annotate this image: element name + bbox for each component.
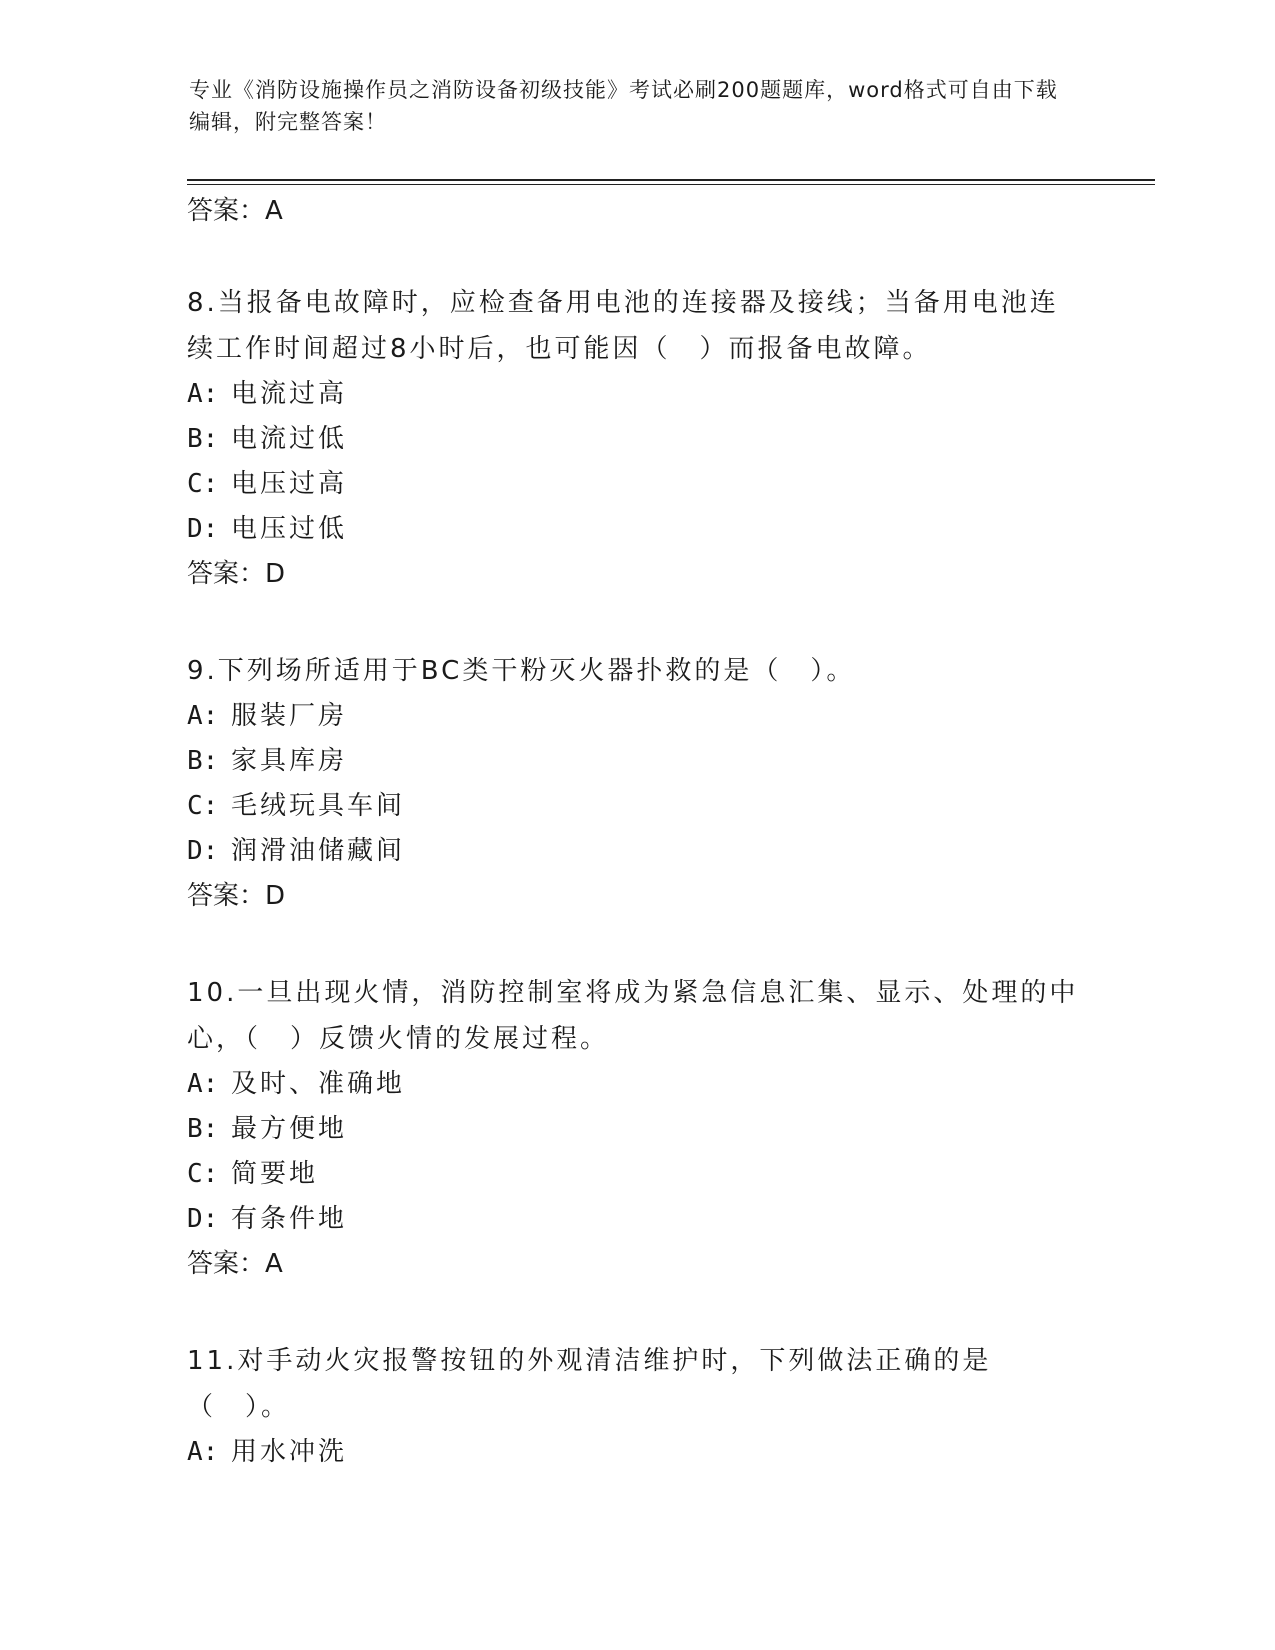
option-d [187, 829, 1087, 874]
question-answer: 答案：D [187, 881, 286, 911]
question-list [187, 194, 1087, 1475]
option-key: A: [187, 701, 219, 731]
option-text: 润滑油储藏间 [231, 836, 406, 866]
option-text: 电流过高 [231, 379, 348, 409]
document-header: 专业《消防设施操作员之消防设备初级技能》考试必刷200题题库，word格式可自由下载编辑，附完整答案！ [189, 78, 1058, 134]
header-divider-thick [187, 179, 1155, 181]
option-key: A: [187, 1069, 219, 1099]
question-8 [187, 280, 1087, 596]
option-text: 毛绒玩具车间 [231, 791, 406, 821]
question-11 [187, 1338, 1087, 1475]
option-a [187, 1062, 1087, 1107]
option-b [187, 1107, 1087, 1152]
question-stem: 8.当报备电故障时，应检查备用电池的连接器及接线；当备用电池连续工作时间超过8小时后，也可能因（ ）而报备电故障。 [187, 288, 1059, 364]
option-c [187, 1152, 1087, 1197]
previous-answer: 答案：A [187, 196, 283, 226]
option-text: 家具库房 [231, 746, 348, 776]
option-key: C: [187, 791, 219, 821]
option-key: C: [187, 1159, 219, 1189]
question-stem: 11.对手动火灾报警按钮的外观清洁维护时，下列做法正确的是（ ）。 [187, 1346, 992, 1422]
option-text: 最方便地 [231, 1114, 348, 1144]
question-answer: 答案：D [187, 559, 286, 589]
option-text: 及时、准确地 [231, 1069, 406, 1099]
option-a [187, 1430, 1087, 1475]
question-stem: 9.下列场所适用于BC类干粉灭火器扑救的是（ ）。 [187, 656, 856, 686]
option-key: D: [187, 1204, 219, 1234]
option-key: C: [187, 469, 219, 499]
question-10 [187, 970, 1087, 1286]
option-key: B: [187, 1114, 219, 1144]
question-9 [187, 648, 1087, 918]
option-text: 简要地 [231, 1159, 319, 1189]
option-a [187, 372, 1087, 417]
header-divider-thin [187, 184, 1155, 185]
option-key: D: [187, 514, 219, 544]
option-text: 电流过低 [231, 424, 348, 454]
question-answer: 答案：A [187, 1249, 283, 1279]
option-d [187, 1197, 1087, 1242]
option-text: 服装厂房 [231, 701, 348, 731]
option-d [187, 507, 1087, 552]
option-c [187, 784, 1087, 829]
option-c [187, 462, 1087, 507]
option-b [187, 417, 1087, 462]
option-b [187, 739, 1087, 784]
option-key: A: [187, 379, 219, 409]
option-key: A: [187, 1437, 219, 1467]
option-a [187, 694, 1087, 739]
option-key: D: [187, 836, 219, 866]
option-key: B: [187, 424, 219, 454]
option-text: 电压过高 [231, 469, 348, 499]
option-text: 用水冲洗 [231, 1437, 348, 1467]
option-text: 电压过低 [231, 514, 348, 544]
option-key: B: [187, 746, 219, 776]
question-stem: 10.一旦出现火情，消防控制室将成为紧急信息汇集、显示、处理的中心，（ ）反馈火情的发展过程。 [187, 978, 1079, 1054]
option-text: 有条件地 [231, 1204, 348, 1234]
